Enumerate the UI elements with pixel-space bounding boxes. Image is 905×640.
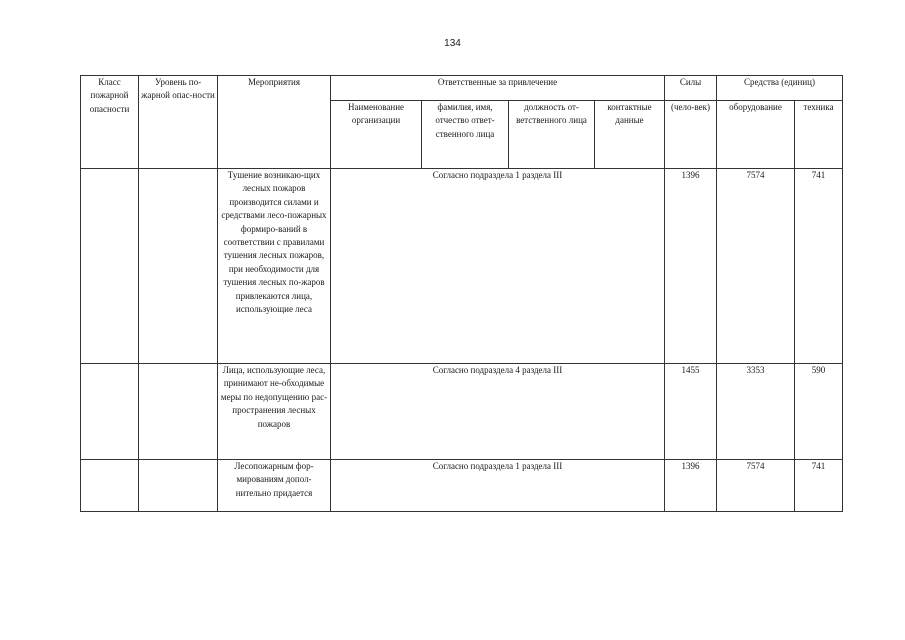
header-person-name: фамилия, имя, отчество ответ-ственного лица: [422, 101, 509, 169]
cell-forces: 1396: [665, 460, 717, 512]
header-contacts: контактные данные: [595, 101, 665, 169]
page-number: 134: [444, 38, 461, 49]
cell-machinery: 590: [795, 364, 843, 460]
cell-measure: Лица, использующие леса, принимают не-обходимые меры по недопущению рас-пространения лесных пожаров: [218, 364, 331, 460]
table-row: [81, 169, 843, 364]
cell-forces: 1396: [665, 169, 717, 364]
header-fire-level: Уровень по-жарной опас-ности: [139, 76, 218, 169]
header-equipment: оборудование: [717, 101, 795, 169]
cell-fire-level: [139, 364, 218, 460]
cell-fire-level: [139, 169, 218, 364]
header-forces: Силы: [665, 76, 717, 101]
header-fire-class: Класс пожарной опасности: [81, 76, 139, 169]
header-means: Средства (единиц): [717, 76, 843, 101]
fire-measures-table: [80, 75, 843, 512]
cell-fire-level: [139, 460, 218, 512]
cell-measure: Тушение возникаю-щих лесных пожаров производится силами и средствами лесо-пожарных формиро-ваний в соответствии с правилами тушения лесных пожаров, при необходимости для тушения лесных по-жаров привлекаются лица, использующие леса: [218, 169, 331, 364]
cell-fire-class: [81, 169, 139, 364]
cell-responsible: Согласно подраздела 1 раздела III: [331, 460, 665, 512]
cell-equipment: 7574: [717, 460, 795, 512]
header-responsible: Ответственные за привлечение: [331, 76, 665, 101]
header-forces-unit: (чело-век): [665, 101, 717, 169]
cell-machinery: 741: [795, 460, 843, 512]
header-org-name: Наименование организации: [331, 101, 422, 169]
cell-forces: 1455: [665, 364, 717, 460]
cell-equipment: 3353: [717, 364, 795, 460]
cell-responsible: Согласно подраздела 4 раздела III: [331, 364, 665, 460]
cell-responsible: Согласно подраздела 1 раздела III: [331, 169, 665, 364]
header-measures: Мероприятия: [218, 76, 331, 169]
header-person-position: должность от-ветственного лица: [509, 101, 595, 169]
cell-equipment: 7574: [717, 169, 795, 364]
cell-measure: Лесопожарным фор-мированиям допол-нительно придается: [218, 460, 331, 512]
table-row: [81, 460, 843, 512]
cell-machinery: 741: [795, 169, 843, 364]
header-row-top: [81, 76, 843, 101]
header-machinery: техника: [795, 101, 843, 169]
cell-fire-class: [81, 364, 139, 460]
cell-fire-class: [81, 460, 139, 512]
table-row: [81, 364, 843, 460]
